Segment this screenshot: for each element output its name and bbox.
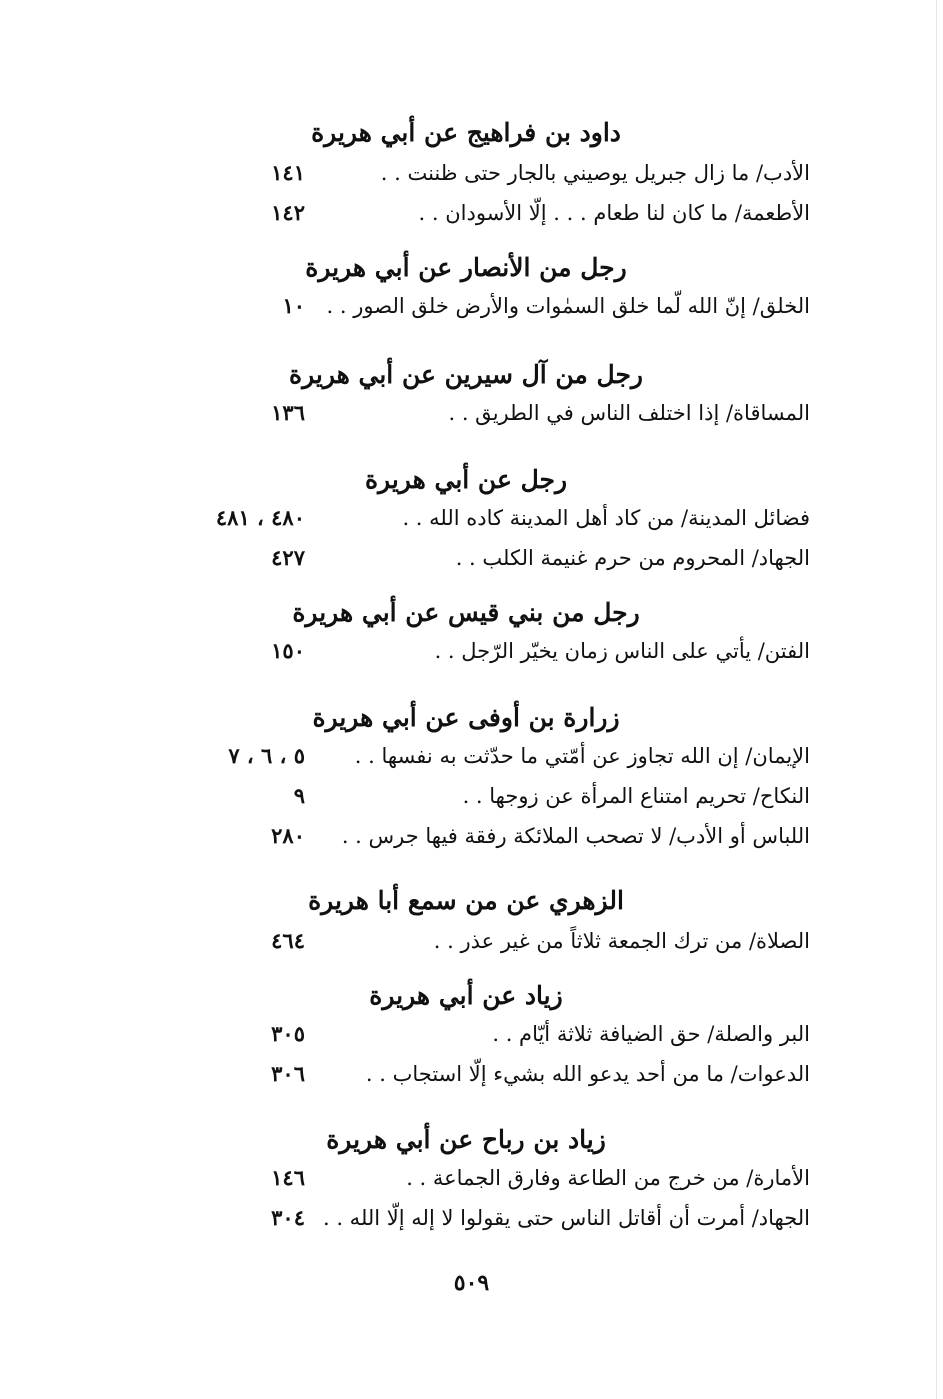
entry-text: فضائل المدينة/ من كاد أهل المدينة كاده الله . . — [402, 506, 810, 530]
section-heading: رجل من بني قيس عن أبي هريرة — [292, 598, 640, 627]
index-entry — [190, 1163, 810, 1193]
index-entry — [190, 503, 810, 533]
entry-page-numbers: ٣٠٦ — [271, 1061, 305, 1086]
entry-text: الخلق/ إنّ الله لّما خلق السمٰوات والأرض خلق الصور . . — [326, 294, 810, 318]
entry-text: اللباس أو الأدب/ لا تصحب الملائكة رفقة فيها جرس . . — [341, 824, 810, 848]
entry-text: الجهاد/ أمرت أن أقاتل الناس حتى يقولوا لا إله إلّا الله . . — [322, 1206, 810, 1230]
page-edge — [936, 0, 937, 1399]
entry-page-numbers: ٢٨٠ — [271, 823, 305, 848]
index-entry — [190, 1019, 810, 1049]
entry-text: الدعوات/ ما من أحد يدعو الله بشيء إلّا استجاب . . — [365, 1062, 810, 1086]
entry-text: البر والصلة/ حق الضيافة ثلاثة أيّام . . — [492, 1022, 810, 1046]
section-heading: رجل من آل سيرين عن أبي هريرة — [288, 360, 643, 389]
section-heading: زياد بن رباح عن أبي هريرة — [326, 1125, 606, 1154]
entry-text: النكاح/ تحريم امتناع المرأة عن زوجها . . — [462, 784, 810, 808]
section-heading: رجل عن أبي هريرة — [364, 465, 568, 494]
index-entry — [190, 291, 810, 321]
entry-text: الجهاد/ المحروم من حرم غنيمة الكلب . . — [455, 546, 810, 570]
entry-page-numbers: ٤٦٤ — [271, 928, 305, 953]
entry-text: الأطعمة/ ما كان لنا طعام . . . إلّا الأسودان . . — [418, 201, 810, 225]
section-heading: زياد عن أبي هريرة — [369, 981, 563, 1010]
entry-text: الأمارة/ من خرج من الطاعة وفارق الجماعة . . — [406, 1166, 810, 1190]
index-entry — [190, 821, 810, 851]
index-entry — [190, 1059, 810, 1089]
entry-page-numbers: ٤٨٠ ، ٤٨١ — [215, 505, 305, 530]
page-number: ٥٠٩ — [453, 1270, 490, 1296]
index-entry — [190, 158, 810, 188]
entry-text: الفتن/ يأتي على الناس زمان يخيّر الرّجل . . — [434, 639, 810, 663]
section-heading: زرارة بن أوفى عن أبي هريرة — [312, 703, 620, 732]
entry-page-numbers: ١٤٢ — [271, 200, 305, 225]
entry-page-numbers: ١٥٠ — [271, 638, 305, 663]
section-heading: رجل من الأنصار عن أبي هريرة — [305, 253, 627, 282]
entry-page-numbers: ١٤٦ — [271, 1165, 305, 1190]
entry-page-numbers: ١٤١ — [271, 160, 305, 185]
index-entry — [190, 926, 810, 956]
index-entry — [190, 781, 810, 811]
entry-text: الأدب/ ما زال جبريل يوصيني بالجار حتى ظننت . . — [380, 161, 810, 185]
entry-text: المساقاة/ إذا اختلف الناس في الطريق . . — [448, 401, 810, 425]
section-heading: داود بن فراهيج عن أبي هريرة — [311, 118, 621, 147]
entry-text: الصلاة/ من ترك الجمعة ثلاثاً من غير عذر . . — [433, 929, 810, 953]
entry-page-numbers: ٥ ، ٦ ، ٧ — [228, 743, 305, 768]
entry-page-numbers: ٣٠٥ — [271, 1021, 305, 1046]
entry-page-numbers: ٣٠٤ — [271, 1205, 305, 1230]
index-entry — [190, 543, 810, 573]
index-entry — [190, 1203, 810, 1233]
entry-page-numbers: ١٣٦ — [271, 400, 305, 425]
entry-text: الإيمان/ إن الله تجاوز عن أمّتي ما حدّثت به نفسها . . — [354, 744, 810, 768]
index-entry — [190, 741, 810, 771]
index-entry — [190, 636, 810, 666]
entry-page-numbers: ٩ — [293, 783, 305, 808]
index-entry — [190, 198, 810, 228]
index-entry — [190, 398, 810, 428]
entry-page-numbers: ٤٢٧ — [271, 545, 305, 570]
section-heading: الزهري عن من سمع أبا هريرة — [308, 886, 624, 915]
entry-page-numbers: ١٠ — [282, 293, 305, 318]
